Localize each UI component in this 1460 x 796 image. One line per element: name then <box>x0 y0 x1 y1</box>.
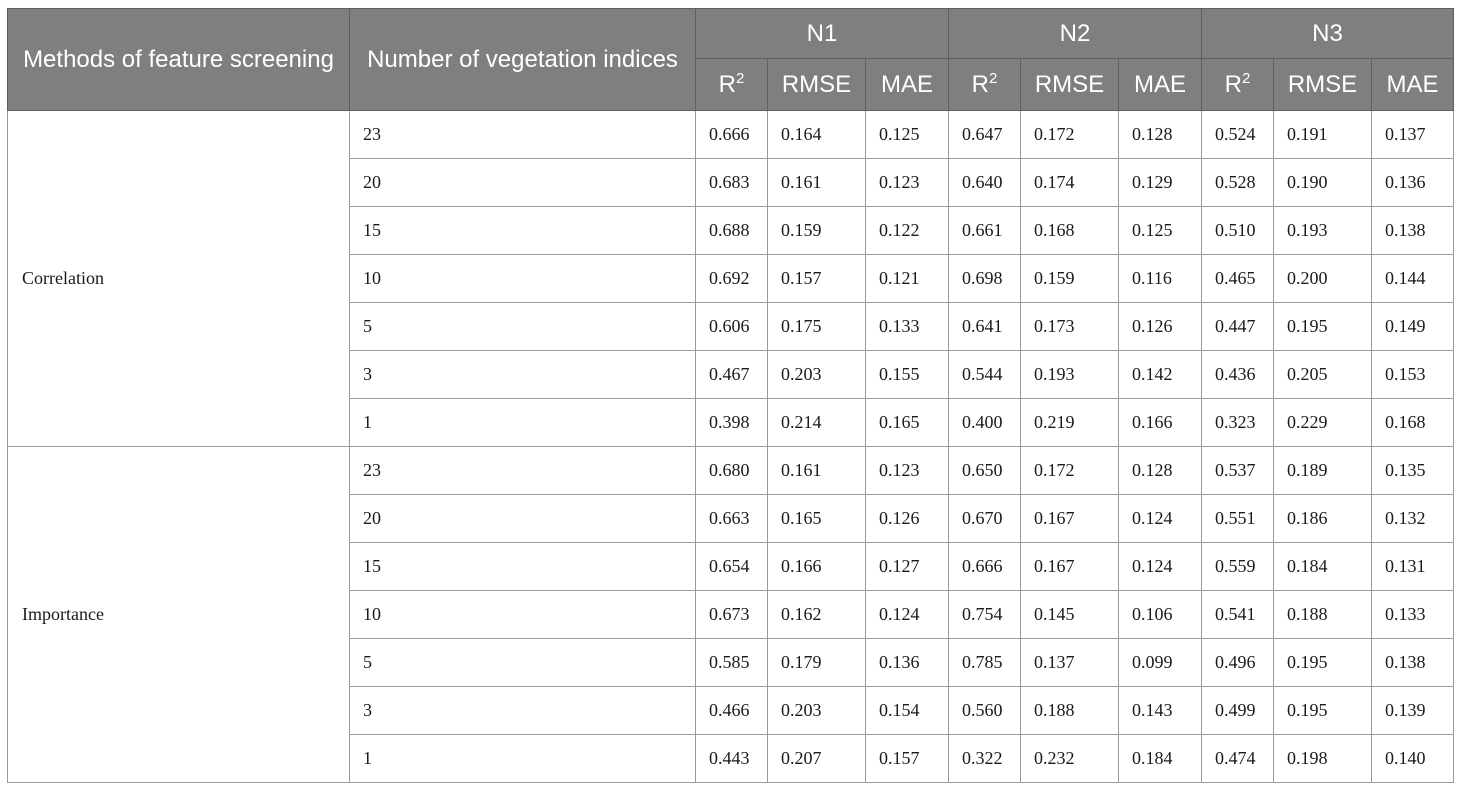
value-cell: 0.188 <box>1274 591 1372 639</box>
value-cell: 0.510 <box>1202 207 1274 255</box>
value-cell: 0.400 <box>949 399 1021 447</box>
value-cell: 0.666 <box>696 111 768 159</box>
value-cell: 0.173 <box>1021 303 1119 351</box>
value-cell: 0.162 <box>768 591 866 639</box>
value-cell: 0.193 <box>1274 207 1372 255</box>
value-cell: 0.189 <box>1274 447 1372 495</box>
value-cell: 0.203 <box>768 687 866 735</box>
table-row <box>8 447 1454 495</box>
value-cell: 0.443 <box>696 735 768 783</box>
value-cell: 0.323 <box>1202 399 1274 447</box>
value-cell: 0.142 <box>1119 351 1202 399</box>
value-cell: 0.322 <box>949 735 1021 783</box>
value-cell: 0.214 <box>768 399 866 447</box>
value-cell: 0.136 <box>866 639 949 687</box>
value-cell: 0.232 <box>1021 735 1119 783</box>
value-cell: 0.205 <box>1274 351 1372 399</box>
value-cell: 0.195 <box>1274 639 1372 687</box>
value-cell: 0.159 <box>768 207 866 255</box>
value-cell: 0.132 <box>1372 495 1454 543</box>
count-column-header: Number of vegetation indices <box>350 9 696 111</box>
value-cell: 0.155 <box>866 351 949 399</box>
value-cell: 0.688 <box>696 207 768 255</box>
value-cell: 0.124 <box>866 591 949 639</box>
value-cell: 0.124 <box>1119 543 1202 591</box>
value-cell: 0.166 <box>768 543 866 591</box>
value-cell: 0.174 <box>1021 159 1119 207</box>
value-cell: 0.125 <box>1119 207 1202 255</box>
mae-header: MAE <box>1372 59 1454 111</box>
table-body <box>8 111 1454 783</box>
indices-count-cell: 3 <box>350 351 696 399</box>
value-cell: 0.153 <box>1372 351 1454 399</box>
value-cell: 0.544 <box>949 351 1021 399</box>
value-cell: 0.785 <box>949 639 1021 687</box>
value-cell: 0.168 <box>1021 207 1119 255</box>
value-cell: 0.135 <box>1372 447 1454 495</box>
value-cell: 0.560 <box>949 687 1021 735</box>
value-cell: 0.551 <box>1202 495 1274 543</box>
r2-superscript: 2 <box>736 69 745 87</box>
value-cell: 0.129 <box>1119 159 1202 207</box>
value-cell: 0.172 <box>1021 447 1119 495</box>
value-cell: 0.137 <box>1372 111 1454 159</box>
method-cell: Importance <box>8 447 350 783</box>
value-cell: 0.528 <box>1202 159 1274 207</box>
indices-count-cell: 23 <box>350 447 696 495</box>
value-cell: 0.193 <box>1021 351 1119 399</box>
value-cell: 0.157 <box>768 255 866 303</box>
header-row-groups <box>8 9 1454 59</box>
value-cell: 0.641 <box>949 303 1021 351</box>
value-cell: 0.203 <box>768 351 866 399</box>
value-cell: 0.186 <box>1274 495 1372 543</box>
value-cell: 0.447 <box>1202 303 1274 351</box>
value-cell: 0.673 <box>696 591 768 639</box>
r2-base: R <box>718 70 736 98</box>
value-cell: 0.541 <box>1202 591 1274 639</box>
value-cell: 0.138 <box>1372 639 1454 687</box>
value-cell: 0.167 <box>1021 543 1119 591</box>
value-cell: 0.654 <box>696 543 768 591</box>
indices-count-cell: 15 <box>350 207 696 255</box>
value-cell: 0.640 <box>949 159 1021 207</box>
value-cell: 0.164 <box>768 111 866 159</box>
value-cell: 0.138 <box>1372 207 1454 255</box>
value-cell: 0.126 <box>866 495 949 543</box>
value-cell: 0.398 <box>696 399 768 447</box>
value-cell: 0.128 <box>1119 111 1202 159</box>
table-row <box>8 111 1454 159</box>
value-cell: 0.168 <box>1372 399 1454 447</box>
value-cell: 0.140 <box>1372 735 1454 783</box>
value-cell: 0.537 <box>1202 447 1274 495</box>
indices-count-cell: 3 <box>350 687 696 735</box>
indices-count-cell: 23 <box>350 111 696 159</box>
value-cell: 0.190 <box>1274 159 1372 207</box>
value-cell: 0.229 <box>1274 399 1372 447</box>
r2-header <box>1202 59 1274 111</box>
value-cell: 0.195 <box>1274 303 1372 351</box>
value-cell: 0.126 <box>1119 303 1202 351</box>
value-cell: 0.670 <box>949 495 1021 543</box>
value-cell: 0.122 <box>866 207 949 255</box>
indices-count-cell: 20 <box>350 159 696 207</box>
value-cell: 0.466 <box>696 687 768 735</box>
indices-count-cell: 20 <box>350 495 696 543</box>
value-cell: 0.661 <box>949 207 1021 255</box>
value-cell: 0.198 <box>1274 735 1372 783</box>
value-cell: 0.143 <box>1119 687 1202 735</box>
value-cell: 0.195 <box>1274 687 1372 735</box>
value-cell: 0.165 <box>866 399 949 447</box>
rmse-header: RMSE <box>768 59 866 111</box>
value-cell: 0.131 <box>1372 543 1454 591</box>
value-cell: 0.137 <box>1021 639 1119 687</box>
r2-superscript: 2 <box>989 69 998 87</box>
r2-base: R <box>971 70 989 98</box>
value-cell: 0.606 <box>696 303 768 351</box>
rmse-header: RMSE <box>1021 59 1119 111</box>
indices-count-cell: 15 <box>350 543 696 591</box>
r2-base: R <box>1224 70 1242 98</box>
value-cell: 0.157 <box>866 735 949 783</box>
value-cell: 0.680 <box>696 447 768 495</box>
value-cell: 0.200 <box>1274 255 1372 303</box>
value-cell: 0.136 <box>1372 159 1454 207</box>
indices-count-cell: 5 <box>350 639 696 687</box>
value-cell: 0.121 <box>866 255 949 303</box>
indices-count-cell: 1 <box>350 399 696 447</box>
value-cell: 0.123 <box>866 159 949 207</box>
value-cell: 0.161 <box>768 447 866 495</box>
r2-superscript: 2 <box>1242 69 1251 87</box>
value-cell: 0.191 <box>1274 111 1372 159</box>
value-cell: 0.559 <box>1202 543 1274 591</box>
value-cell: 0.106 <box>1119 591 1202 639</box>
value-cell: 0.159 <box>1021 255 1119 303</box>
value-cell: 0.683 <box>696 159 768 207</box>
r2-header <box>949 59 1021 111</box>
value-cell: 0.754 <box>949 591 1021 639</box>
group-header-n2: N2 <box>949 9 1202 59</box>
value-cell: 0.692 <box>696 255 768 303</box>
value-cell: 0.524 <box>1202 111 1274 159</box>
indices-count-cell: 10 <box>350 255 696 303</box>
value-cell: 0.154 <box>866 687 949 735</box>
value-cell: 0.133 <box>1372 591 1454 639</box>
value-cell: 0.179 <box>768 639 866 687</box>
method-cell: Correlation <box>8 111 350 447</box>
r2-header <box>696 59 768 111</box>
mae-header: MAE <box>866 59 949 111</box>
value-cell: 0.647 <box>949 111 1021 159</box>
group-header-n3: N3 <box>1202 9 1454 59</box>
indices-count-cell: 1 <box>350 735 696 783</box>
value-cell: 0.124 <box>1119 495 1202 543</box>
value-cell: 0.166 <box>1119 399 1202 447</box>
value-cell: 0.465 <box>1202 255 1274 303</box>
value-cell: 0.666 <box>949 543 1021 591</box>
value-cell: 0.207 <box>768 735 866 783</box>
value-cell: 0.698 <box>949 255 1021 303</box>
value-cell: 0.499 <box>1202 687 1274 735</box>
method-column-header: Methods of feature screening <box>8 9 350 111</box>
value-cell: 0.116 <box>1119 255 1202 303</box>
value-cell: 0.133 <box>866 303 949 351</box>
table-header <box>8 9 1454 111</box>
indices-count-cell: 10 <box>350 591 696 639</box>
value-cell: 0.123 <box>866 447 949 495</box>
value-cell: 0.139 <box>1372 687 1454 735</box>
value-cell: 0.474 <box>1202 735 1274 783</box>
value-cell: 0.145 <box>1021 591 1119 639</box>
value-cell: 0.167 <box>1021 495 1119 543</box>
value-cell: 0.128 <box>1119 447 1202 495</box>
value-cell: 0.184 <box>1119 735 1202 783</box>
value-cell: 0.184 <box>1274 543 1372 591</box>
value-cell: 0.125 <box>866 111 949 159</box>
value-cell: 0.219 <box>1021 399 1119 447</box>
mae-header: MAE <box>1119 59 1202 111</box>
results-table <box>7 8 1454 783</box>
value-cell: 0.149 <box>1372 303 1454 351</box>
value-cell: 0.144 <box>1372 255 1454 303</box>
value-cell: 0.161 <box>768 159 866 207</box>
value-cell: 0.175 <box>768 303 866 351</box>
table-container <box>7 8 1453 783</box>
value-cell: 0.663 <box>696 495 768 543</box>
value-cell: 0.650 <box>949 447 1021 495</box>
value-cell: 0.188 <box>1021 687 1119 735</box>
value-cell: 0.172 <box>1021 111 1119 159</box>
indices-count-cell: 5 <box>350 303 696 351</box>
value-cell: 0.099 <box>1119 639 1202 687</box>
value-cell: 0.496 <box>1202 639 1274 687</box>
value-cell: 0.165 <box>768 495 866 543</box>
rmse-header: RMSE <box>1274 59 1372 111</box>
value-cell: 0.467 <box>696 351 768 399</box>
group-header-n1: N1 <box>696 9 949 59</box>
value-cell: 0.436 <box>1202 351 1274 399</box>
value-cell: 0.585 <box>696 639 768 687</box>
value-cell: 0.127 <box>866 543 949 591</box>
